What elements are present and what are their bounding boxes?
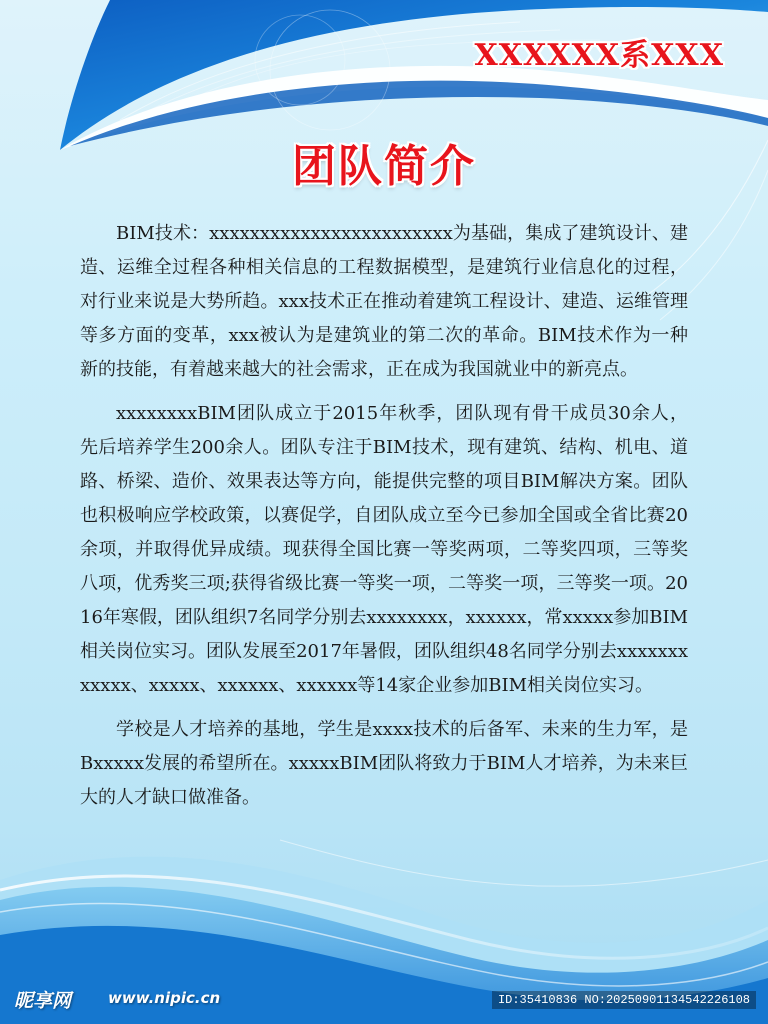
department-title: XXXXXX系XXX xyxy=(474,38,724,73)
intro-paragraph-2: xxxxxxxxBIM团队成立于2015年秋季，团队现有骨干成员30余人， 先后培养学生200余人。团队专注于BIM技术，现有建筑、结构、机电、道路、桥梁、造价、效果表达等方向，能提供完整的项目BIM解决方案。团队也积极响应学校政策，以赛促学，自团队成立至今已参加全国或全省比赛20余项，并取得优异成绩。现获得全国比赛一等奖两项，二等奖四项，三等奖八项，优秀奖三项;获得省级比赛一等奖一项，二等奖一项，三等奖一项。2016年寒假，团队组织7名同学分别去xxxxxxxx，xxxxxx，常xxxxx参加BIM相关岗位实习。团队发展至2017年暑假，团队组织48名同学分别去xxxxxxxxxxxx、xxxxx、xxxxxx、xxxxxx等14家企业参加BIM相关岗位实习。 xyxy=(80,403,688,696)
page-title: 团队简介 xyxy=(292,141,476,192)
watermark-logo: 昵享网 xyxy=(14,990,72,1012)
intro-paragraph-1: BIM技术：xxxxxxxxxxxxxxxxxxxxxxxx为基础，集成了建筑设计、建造、运维全过程各种相关信息的工程数据模型，是建筑行业信息化的过程，对行业来说是大势所趋。xxx技术正在推动着建筑工程设计、建造、运维管理等多方面的变革，xxx被认为是建筑业的第二次的革命。BIM技术作为一种新的技能，有着越来越大的社会需求，正在成为我国就业中的新亮点。 xyxy=(80,223,688,380)
watermark-url: www.nipic.cn xyxy=(108,989,221,1007)
watermark-id: ID:35410836 NO:20250901134542226108 xyxy=(492,991,756,1009)
intro-paragraph-3: 学校是人才培养的基地，学生是xxxx技术的后备军、未来的生力军，是Bxxxxx发展的希望所在。xxxxxBIM团队将致力于BIM人才培养，为未来巨大的人才缺口做准备。 xyxy=(80,719,688,808)
team-intro-body xyxy=(80,217,688,825)
